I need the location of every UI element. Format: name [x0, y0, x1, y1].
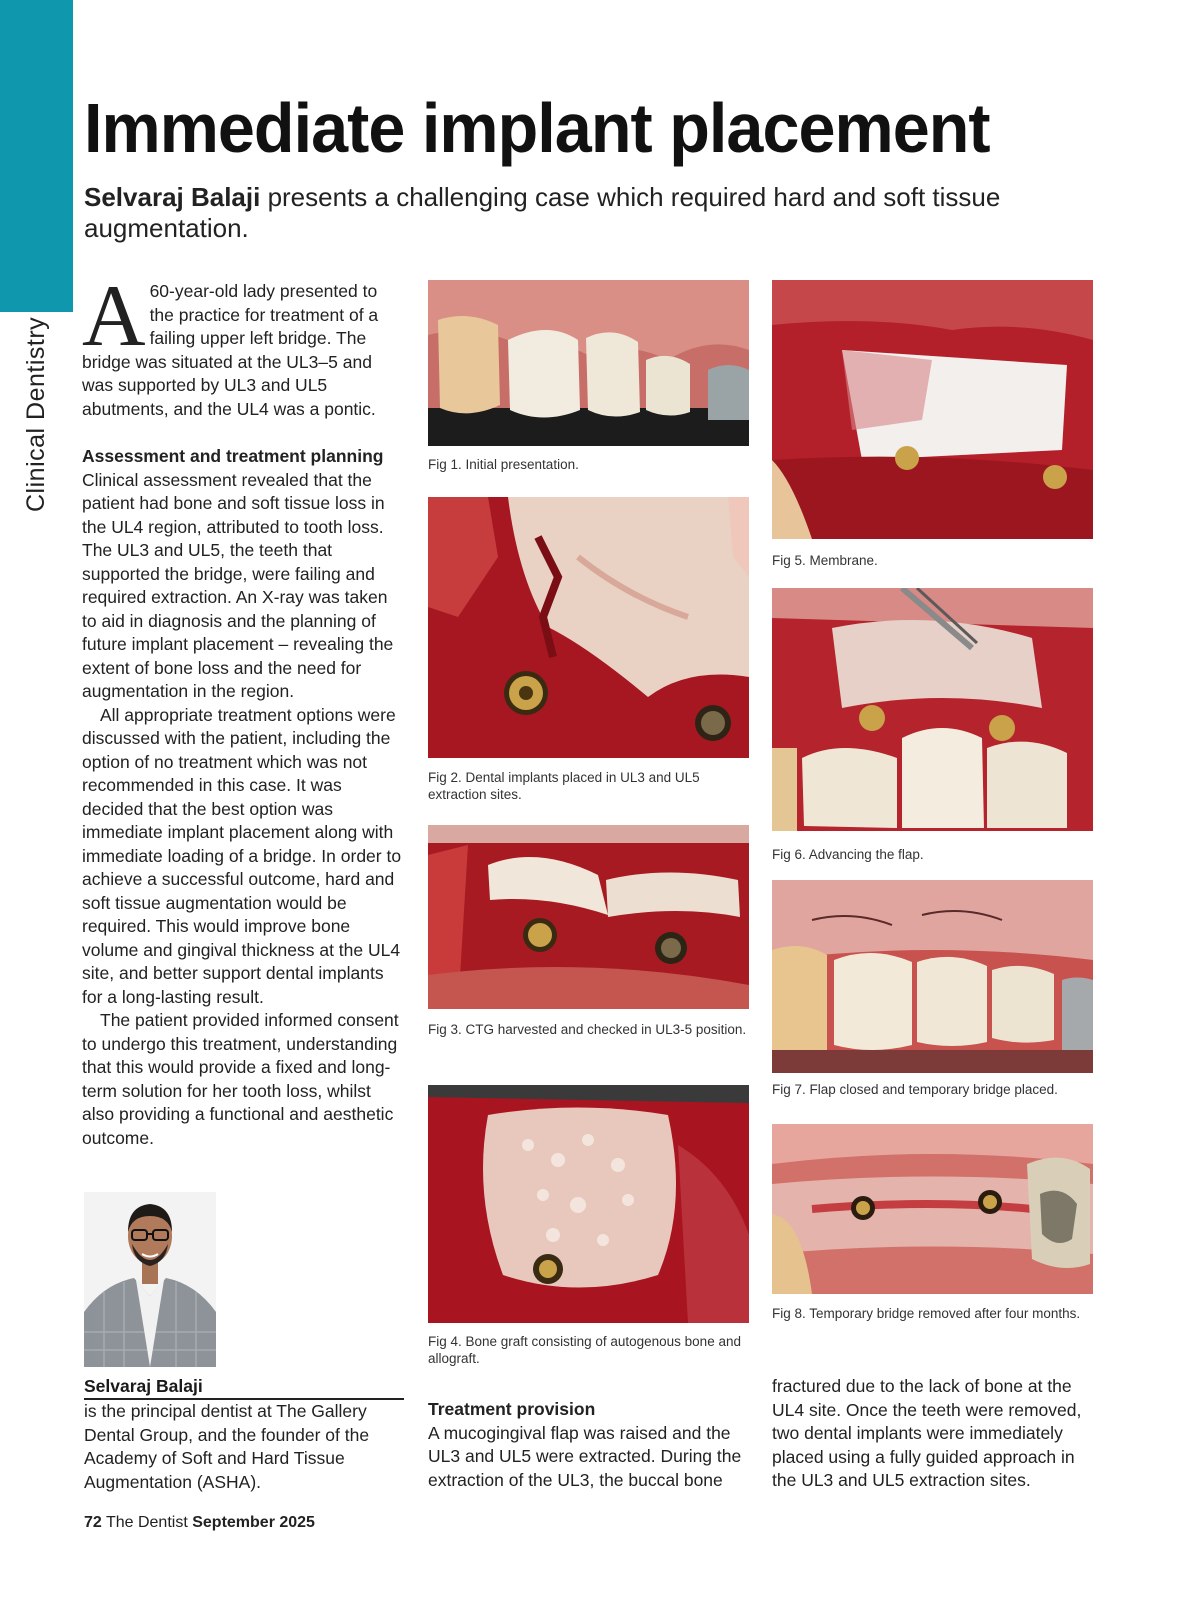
standfirst-author: Selvaraj Balaji [84, 182, 261, 212]
article-title: Immediate implant placement [84, 89, 990, 167]
figure-1-caption: Fig 1. Initial presentation. [428, 457, 579, 472]
figure-6-photo [772, 588, 1093, 831]
figure-1-photo [428, 280, 749, 446]
author-bio: is the principal dentist at The Gallery Dental Group, and the founder of the Academy of Soft and Hard Tissue Augmentation (ASHA). [84, 1401, 370, 1492]
figure-3-photo [428, 825, 749, 1009]
treatment-paragraph-continued: fractured due to the lack of bone at the UL4 site. Once the teeth were removed, two dental implants were immediately placed using a fully guided approach in the UL3 and UL5 extraction sites. [772, 1376, 1082, 1490]
issue-date: September 2025 [192, 1514, 315, 1531]
figure-2-caption: Fig 2. Dental implants placed in UL3 and UL5 extraction sites. [428, 770, 700, 802]
figure-6-caption: Fig 6. Advancing the flap. [772, 847, 924, 862]
section-color-bar [0, 0, 73, 312]
figure-4-caption: Fig 4. Bone graft consisting of autogenous bone and allograft. [428, 1334, 741, 1366]
assessment-heading: Assessment and treatment planning [82, 446, 384, 466]
figure-8-photo [772, 1124, 1093, 1294]
page-footer [84, 1514, 315, 1532]
assessment-paragraph-3: The patient provided informed consent to undergo this treatment, understanding that this would provide a fixed and long-term solution for her tooth loss, whilst also providing a functional and aesthetic outcome. [82, 1010, 399, 1148]
figure-4-photo [428, 1085, 749, 1323]
treatment-paragraph: A mucogingival flap was raised and the UL3 and UL5 were extracted. During the extraction of the UL3, the buccal bone [428, 1422, 742, 1490]
standfirst [84, 182, 1084, 244]
figure-7-caption: Fig 7. Flap closed and temporary bridge placed. [772, 1082, 1058, 1097]
figure-2-photo [428, 497, 749, 758]
intro-text: 60-year-old lady presented to the practice for treatment of a failing upper left bridge. The bridge was situated at the UL3–5 and was supported by UL3 and UL5 abutments, and the UL4 was a pontic. [82, 281, 379, 419]
section-label: Clinical Dentistry [22, 316, 50, 512]
author-name: Selvaraj Balaji [84, 1376, 404, 1400]
drop-cap: A [82, 268, 146, 365]
figure-3-caption: Fig 3. CTG harvested and checked in UL3-5 position. [428, 1022, 747, 1037]
figure-5-caption: Fig 5. Membrane. [772, 553, 878, 568]
figure-5-photo [772, 280, 1093, 539]
standfirst-text: presents a challenging case which required hard and soft tissue augmentation. [84, 182, 1001, 243]
intro-paragraph [82, 268, 404, 421]
assessment-paragraph-2: All appropriate treatment options were discussed with the patient, including the option of no treatment which was not recommended in this case. It was decided that the best option was immediate implant placement along with immediate loading of a bridge. In order to achieve a successful outcome, hard and soft tissue augmentation would be required. This would improve bone volume and gingival thickness at the UL4 site, and better support dental implants for a long-lasting result. [82, 704, 402, 1007]
body-column-1 [82, 268, 404, 1150]
assessment-paragraph-1: Clinical assessment revealed that the patient had bone and soft tissue loss in the UL4 region, attributed to tooth loss. The UL3 and UL5, the teeth that supported the bridge, were failing and required extraction. An X-ray was taken to aid in diagnosis and the planning of future implant placement – revealing the extent of bone loss and the need for augmentation in the region. [82, 469, 394, 701]
page-number: 72 [84, 1514, 102, 1531]
author-photo [84, 1192, 216, 1367]
body-column-2 [428, 1398, 753, 1492]
figure-8-caption: Fig 8. Temporary bridge removed after four months. [772, 1306, 1081, 1321]
magazine-name: The Dentist [105, 1514, 188, 1531]
treatment-heading: Treatment provision [428, 1399, 596, 1419]
figure-7-photo [772, 880, 1093, 1073]
